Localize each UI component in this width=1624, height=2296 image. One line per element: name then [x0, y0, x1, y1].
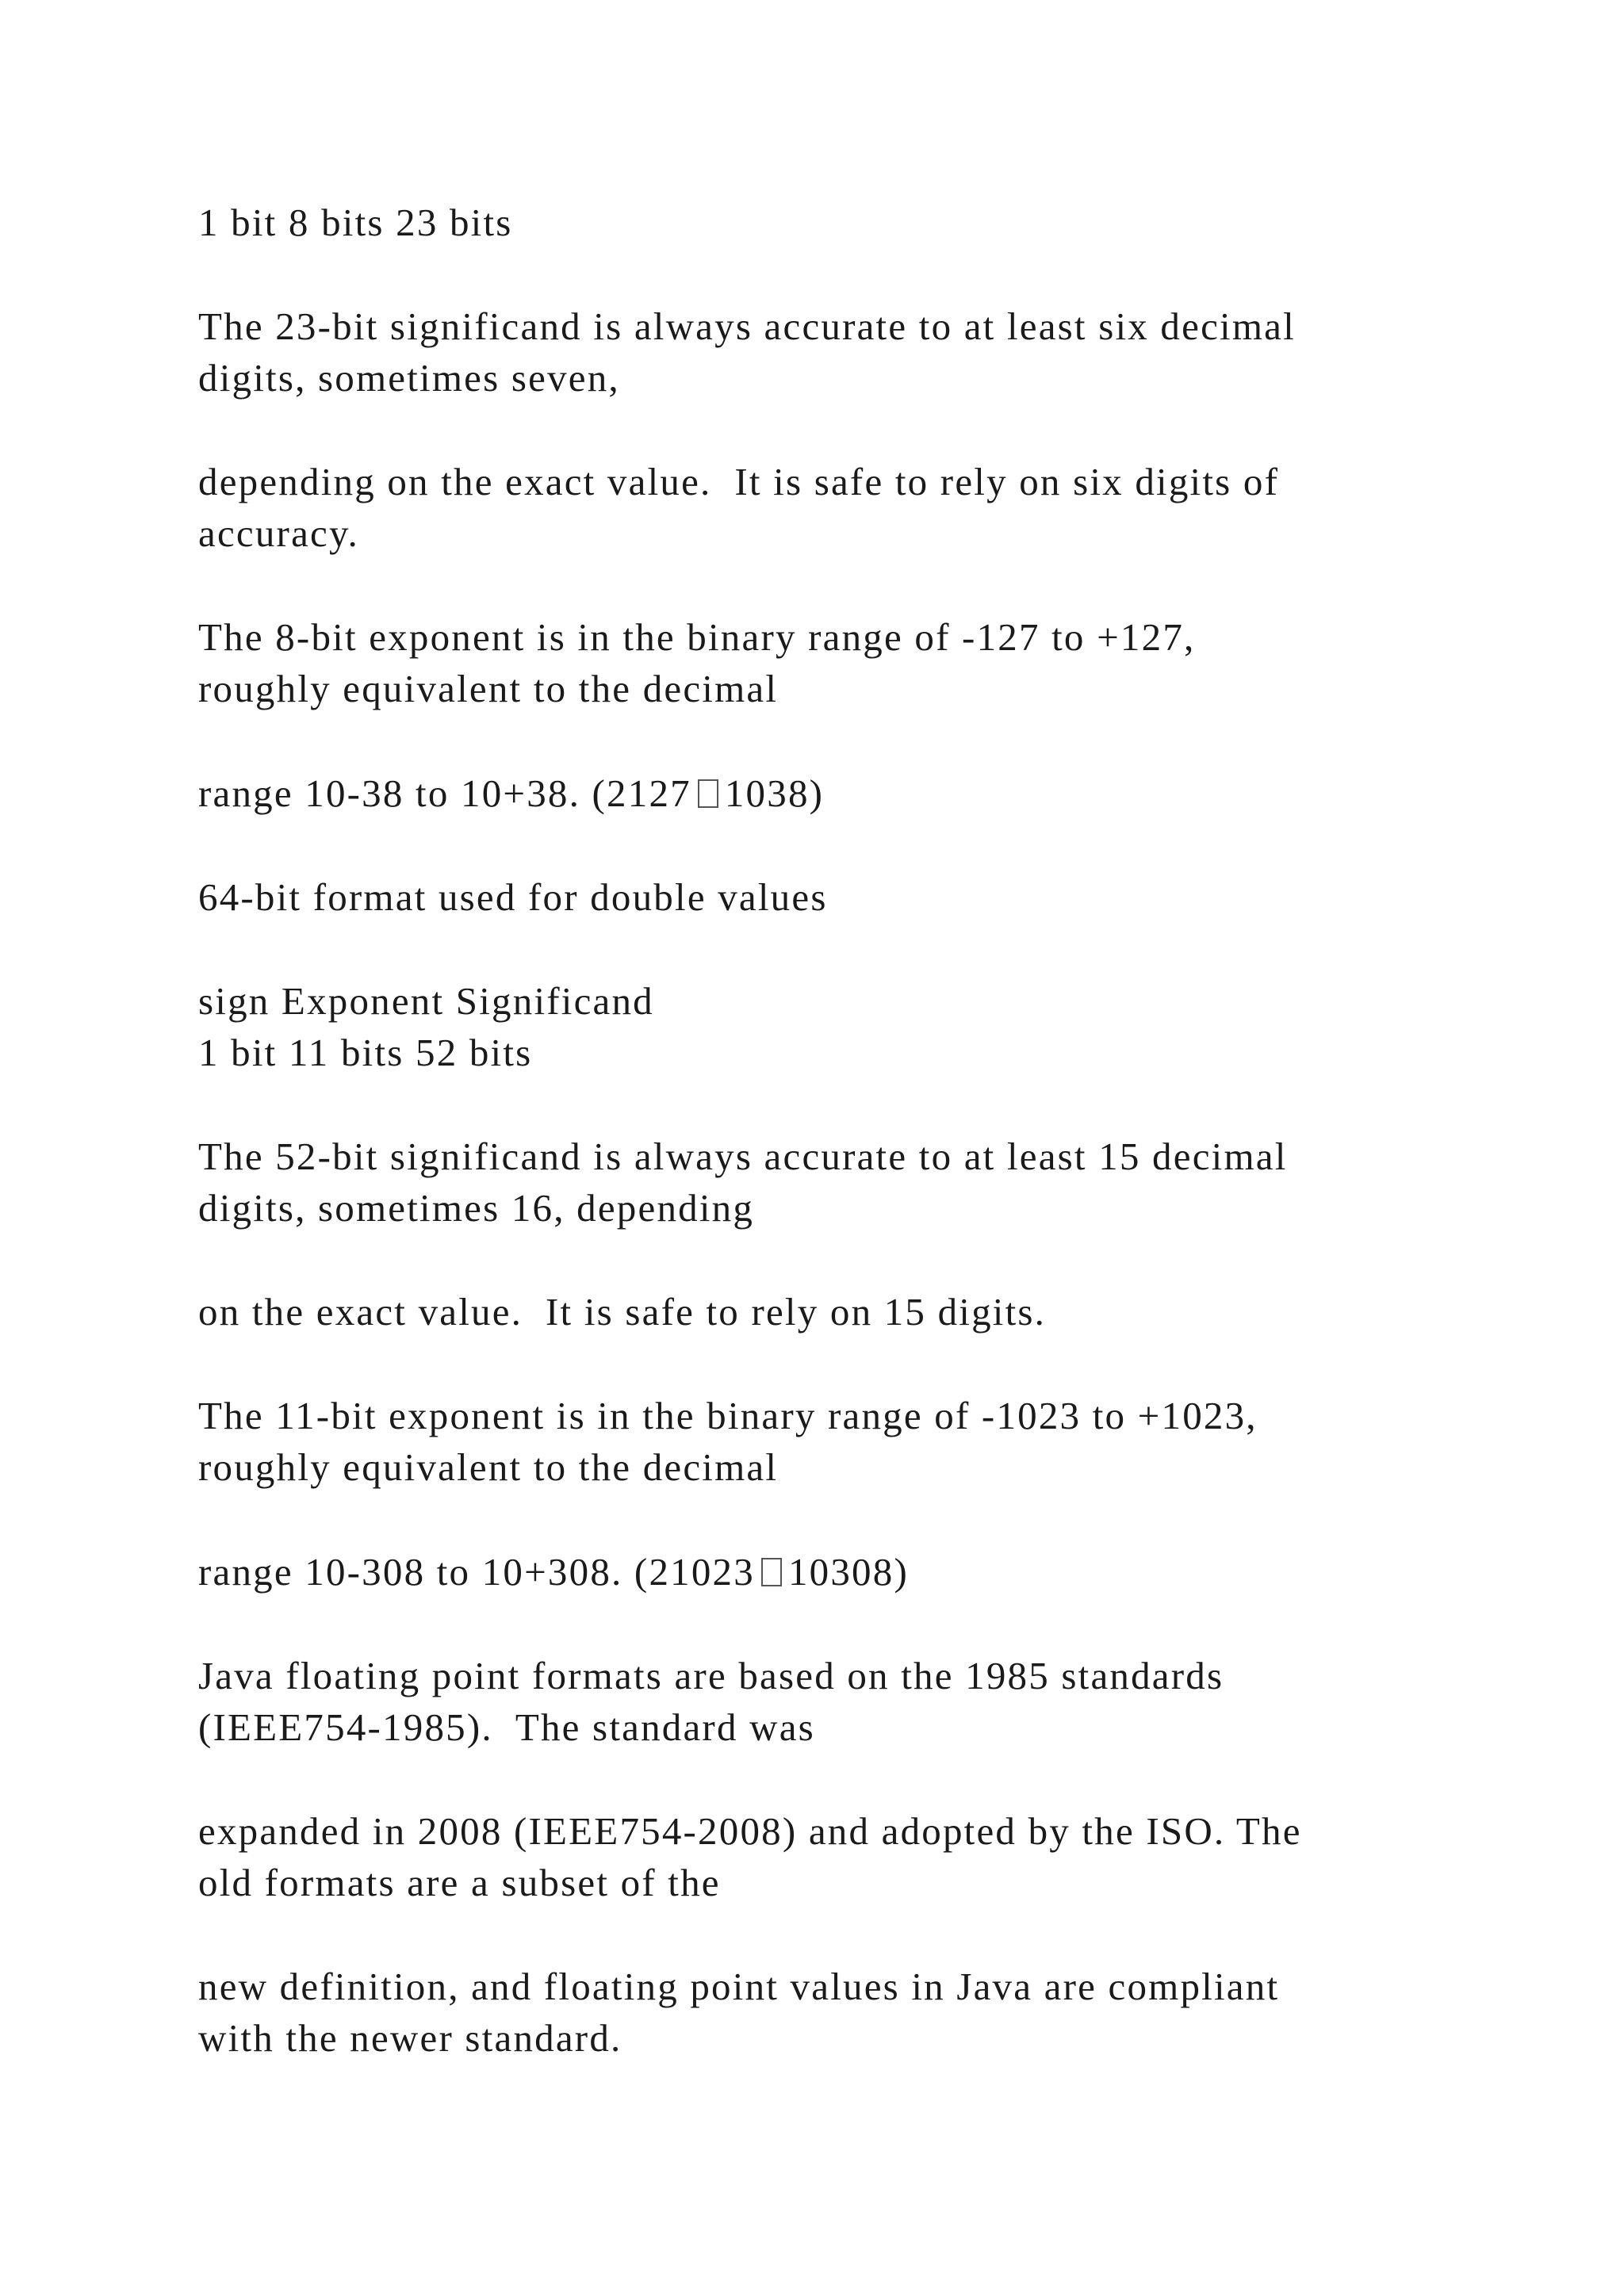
double-range-line: [198, 1550, 909, 1594]
text-line: The 8-bit exponent is in the binary range of -127 to +127,: [198, 615, 1196, 659]
double-range-result: 10308): [787, 1550, 909, 1594]
text-line: The 11-bit exponent is in the binary range of -1023 to +1023,: [198, 1394, 1258, 1437]
missing-glyph-icon: [761, 1558, 782, 1586]
text-line: 1 bit 11 bits 52 bits: [198, 1031, 533, 1074]
text-line: digits, sometimes seven,: [198, 356, 620, 400]
text-line: with the newer standard.: [198, 2016, 622, 2060]
text-line: The 23-bit significand is always accurate to at least six decimal: [198, 304, 1296, 348]
text-line: on the exact value. It is safe to rely on 15 digits.: [198, 1290, 1047, 1334]
float-range-line: [198, 771, 825, 815]
text-line: Java floating point formats are based on the 1985 standards: [198, 1654, 1224, 1697]
text-line: 1 bit 8 bits 23 bits: [198, 201, 513, 244]
double-range-text: range 10-308 to 10+308. (21023: [198, 1550, 755, 1594]
text-line: depending on the exact value. It is safe to rely on six digits of: [198, 460, 1280, 503]
text-line: 64-bit format used for double values: [198, 875, 828, 919]
missing-glyph-icon: [698, 779, 718, 808]
text-line: roughly equivalent to the decimal: [198, 1445, 779, 1489]
text-line: The 52-bit significand is always accurate to at least 15 decimal: [198, 1135, 1288, 1178]
text-line: new definition, and floating point values in Java are compliant: [198, 1965, 1280, 2008]
text-line: (IEEE754-1985). The standard was: [198, 1705, 815, 1749]
float-range-result: 1038): [724, 771, 825, 815]
text-line: expanded in 2008 (IEEE754-2008) and adopted by the ISO. The: [198, 1809, 1302, 1853]
text-line: sign Exponent Significand: [198, 979, 654, 1023]
float-range-text: range 10-38 to 10+38. (2127: [198, 771, 691, 815]
text-line: digits, sometimes 16, depending: [198, 1186, 755, 1230]
text-line: roughly equivalent to the decimal: [198, 667, 779, 710]
text-line: accuracy.: [198, 511, 359, 555]
text-line: old formats are a subset of the: [198, 1861, 721, 1904]
